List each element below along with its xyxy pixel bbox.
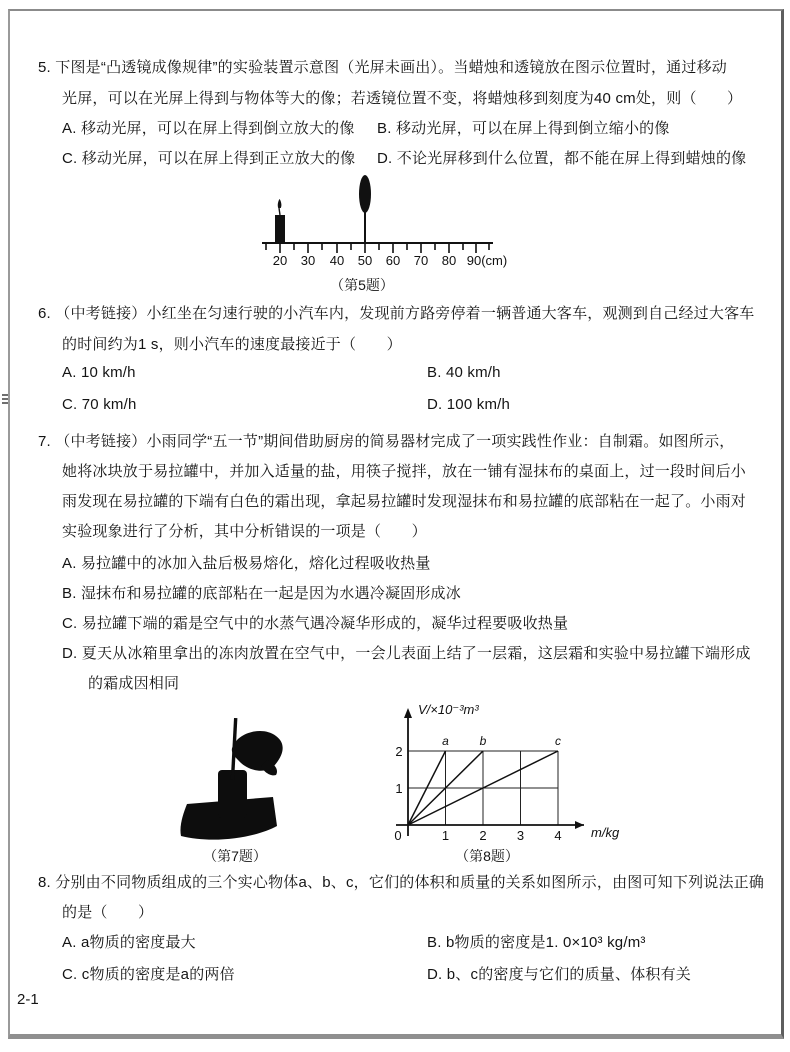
q6-option-d: D. 100 km/h (427, 396, 511, 413)
q7-option-d-cont: 的霜成因相同 (88, 675, 180, 692)
q5-option-d: D. 不论光屏移到什么位置，都不能在屏上得到蜡烛的像 (377, 150, 747, 167)
ruler-ticks (266, 243, 489, 253)
q7-line-2: 她将冰块放于易拉罐中，并加入适量的盐，用筷子搅拌，放在一铺有湿抹布的桌面上，过一段时间后小 (62, 463, 747, 480)
page-number: 2-1 (17, 991, 39, 1008)
svg-text:2: 2 (395, 744, 403, 759)
svg-text:1: 1 (395, 781, 403, 796)
q8-option-c: C. c物质的密度是a的两倍 (62, 966, 235, 983)
y-axis-label: V/×10⁻³m³ (418, 702, 479, 717)
svg-text:20: 20 (272, 253, 288, 268)
volume-mass-graph (388, 694, 628, 854)
q7-line-4: 实验现象进行了分析，其中分析错误的一项是（ ） (62, 523, 427, 540)
y-axis-arrow (404, 708, 412, 718)
q8-figure-caption: （第8题） (455, 848, 519, 864)
q6-option-a: A. 10 km/h (62, 364, 136, 381)
q6-option-c: C. 70 km/h (62, 396, 137, 413)
candle-icon (275, 199, 285, 243)
svg-text:70: 70 (413, 253, 429, 268)
svg-text:a: a (442, 734, 449, 748)
q7-line-1: 7. （中考链接）小雨同学“五一节”期间借助厨房的简易器材完成了一项实践性作业：自制霜。如图所示， (38, 433, 735, 450)
q5-figure-caption: （第5题） (330, 277, 394, 293)
q7-option-b: B. 湿抹布和易拉罐的底部粘在一起是因为水遇冷凝固形成冰 (62, 585, 461, 602)
x-axis-arrow (575, 821, 584, 829)
q8-option-d: D. b、c的密度与它们的质量、体积有关 (427, 966, 692, 983)
frost-experiment-figure (175, 698, 310, 851)
q6-line-2: 的时间约为1 s，则小汽车的速度最接近于（ ） (62, 336, 402, 353)
lens-icon (359, 175, 371, 243)
svg-text:4: 4 (554, 828, 562, 843)
q7-line-3: 雨发现在易拉罐的下端有白色的霜出现，拿起易拉罐时发现湿抹布和易拉罐的底部粘在一起了。小雨对 (62, 493, 747, 510)
svg-text:30: 30 (300, 253, 316, 268)
q5-line-1: 5. 下图是“凸透镜成像规律”的实验装置示意图（光屏未画出）。当蜡烛和透镜放在图示位置时，通过移动 (38, 59, 727, 76)
q8-line-2: 的是（ ） (62, 904, 154, 921)
q5-option-b: B. 移动光屏，可以在屏上得到倒立缩小的像 (377, 120, 670, 137)
svg-text:60: 60 (385, 253, 401, 268)
q8-option-a: A. a物质的密度最大 (62, 934, 196, 951)
q7-option-d: D. 夏天从冰箱里拿出的冻肉放置在空气中，一会儿表面上结了一层霜，这层霜和实验中易拉罐下端形成 (62, 645, 751, 662)
q5-option-a: A. 移动光屏，可以在屏上得到倒立放大的像 (62, 120, 355, 137)
q6-option-b: B. 40 km/h (427, 364, 501, 381)
svg-text:50: 50 (357, 253, 373, 268)
q5-option-c: C. 移动光屏，可以在屏上得到正立放大的像 (62, 150, 356, 167)
svg-text:40: 40 (329, 253, 345, 268)
svg-text:3: 3 (516, 828, 525, 843)
graph-labels (394, 702, 620, 843)
svg-text:c: c (555, 734, 561, 748)
silhouette (180, 718, 282, 840)
q7-figure-caption: （第7题） (203, 848, 267, 864)
q6-line-1: 6. （中考链接）小红坐在匀速行驶的小汽车内，发现前方路旁停着一辆普通大客车，观测到自己经过大客车 (38, 305, 755, 322)
q7-option-c: C. 易拉罐下端的霜是空气中的水蒸气遇冷凝华形成的，凝华过程要吸收热量 (62, 615, 569, 632)
q5-line-2: 光屏，可以在光屏上得到与物体等大的像；若透镜位置不变，将蜡烛移到刻度为40 cm处，则（ ） (62, 90, 743, 107)
lens-ruler-figure (255, 170, 510, 275)
spine-mark (2, 392, 9, 406)
q8-option-b: B. b物质的密度是1. 0×10³ kg/m³ (427, 934, 646, 951)
x-axis-label: m/kg (591, 825, 620, 840)
svg-text:b: b (479, 734, 487, 748)
origin-label: 0 (394, 828, 402, 843)
svg-text:1: 1 (441, 828, 450, 843)
ruler-labels (273, 253, 507, 268)
svg-text:2: 2 (479, 828, 487, 843)
q7-option-a: A. 易拉罐中的冰加入盐后极易熔化，熔化过程吸收热量 (62, 555, 431, 572)
q8-line-1: 8. 分别由不同物质组成的三个实心物体a、b、c，它们的体积和质量的关系如图所示，由图可知下列说法正确 (38, 874, 765, 891)
svg-text:90(cm): 90(cm) (466, 253, 508, 268)
svg-text:80: 80 (441, 253, 457, 268)
